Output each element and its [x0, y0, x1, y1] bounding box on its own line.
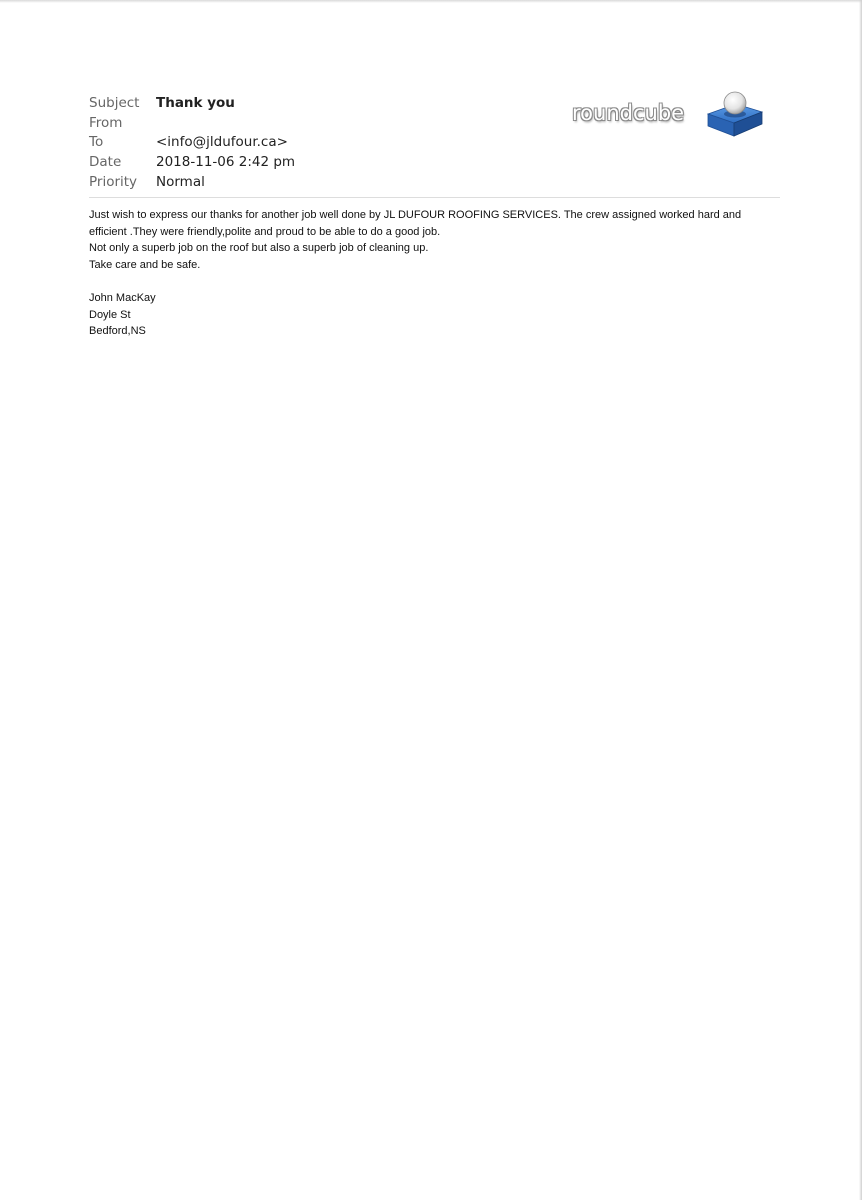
logo-text: roundcube: [572, 101, 685, 125]
signature-street: Doyle St: [89, 308, 131, 321]
date-label: Date: [89, 153, 122, 170]
message-header: [89, 93, 295, 191]
priority-value: Normal: [156, 173, 205, 190]
roundcube-cube-icon: [704, 88, 766, 138]
header-divider: [89, 197, 780, 198]
to-label: To: [89, 134, 104, 151]
priority-label: Priority: [89, 173, 138, 190]
signature-name: John MacKay: [89, 292, 156, 304]
from-label: From: [89, 114, 123, 131]
body-line-3: Not only a superb job on the roof but also a superb job of cleaning up.: [89, 242, 429, 254]
from-row: [89, 113, 295, 133]
body-line-2: efficient .They were friendly,polite and proud to be able to do a good job.: [89, 225, 441, 238]
from-value: [156, 113, 295, 133]
date-value: 2018-11-06 2:42 pm: [156, 153, 296, 170]
subject-row: [89, 93, 295, 113]
to-value: <info@jldufour.ca>: [156, 134, 288, 151]
scan-edge-top: [0, 0, 862, 3]
subject-value: Thank you: [156, 94, 235, 111]
subject-label: Subject: [89, 94, 140, 111]
signature-city: Bedford,NS: [89, 325, 146, 337]
body-line-1: Just wish to express our thanks for another job well done by JL DUFOUR ROOFING SERVICES. The crew assigned worked hard and: [89, 209, 742, 221]
body-line-4: Take care and be safe.: [89, 258, 201, 271]
message-body: [89, 207, 789, 340]
to-row: [89, 132, 295, 152]
date-row: [89, 152, 295, 172]
priority-row: [89, 172, 295, 192]
body-spacer: [89, 273, 789, 290]
roundcube-logo: [572, 88, 764, 138]
